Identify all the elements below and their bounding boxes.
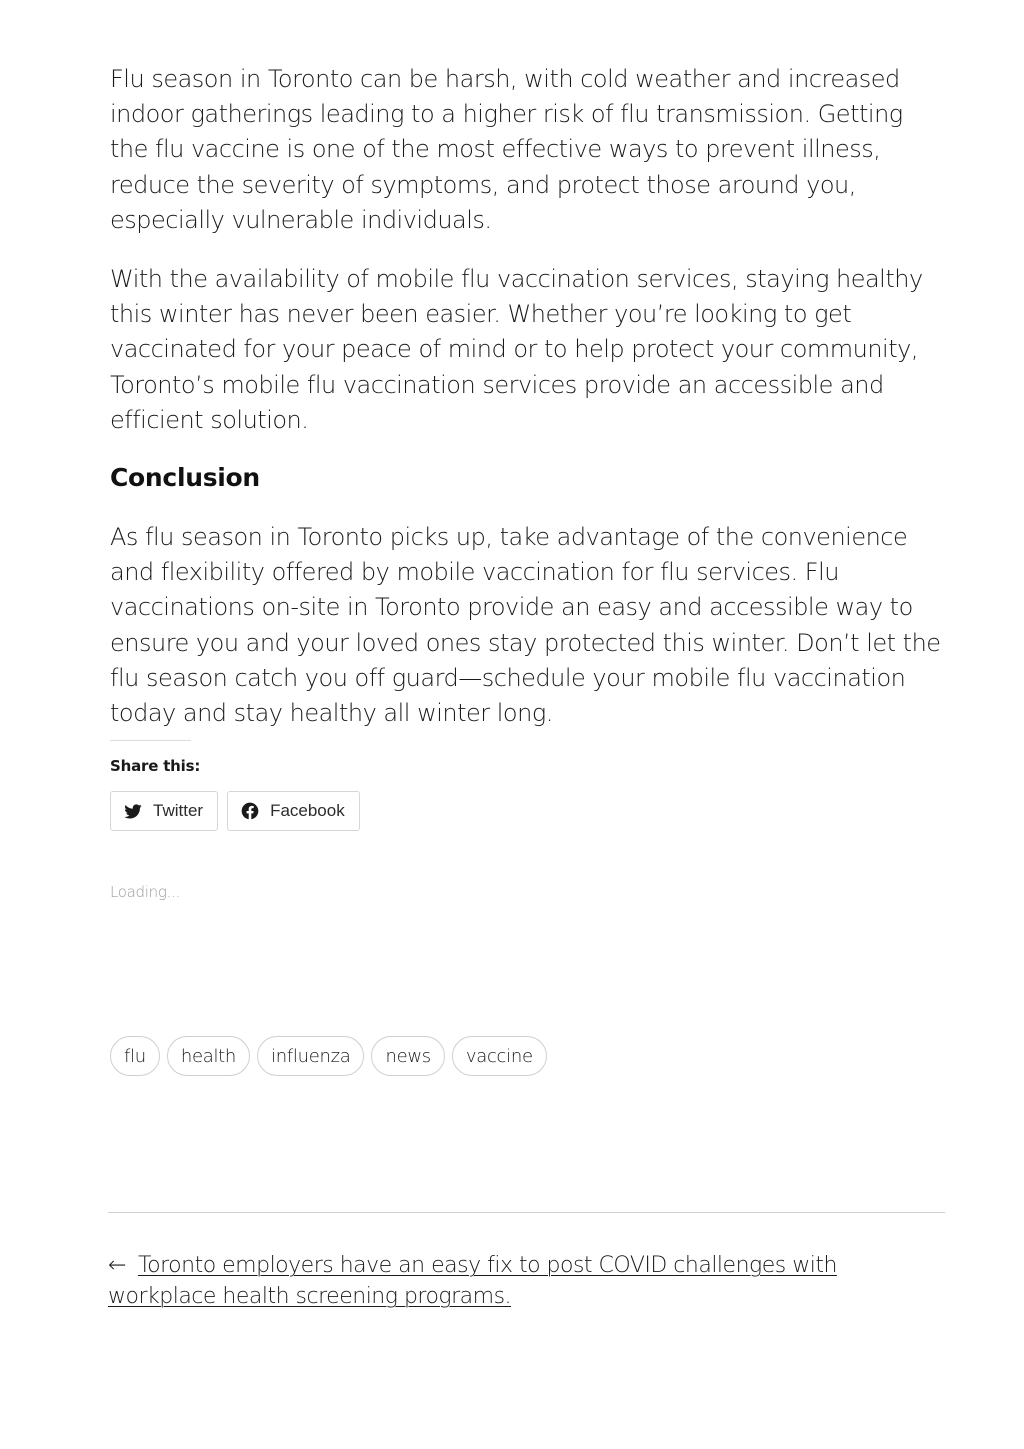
share-twitter-label: Twitter — [153, 801, 204, 820]
previous-post-link[interactable]: Toronto employers have an easy fix to post COVID challenges with workplace health screening programs. — [108, 1253, 837, 1309]
share-facebook-label: Facebook — [270, 801, 345, 820]
article-content — [110, 62, 946, 755]
arrow-left-icon: ← — [108, 1253, 126, 1278]
twitter-icon — [123, 801, 143, 821]
likes-loading-text: Loading... — [110, 883, 180, 901]
article-paragraph: With the availability of mobile flu vaccination services, staying healthy this winter has never been easier. Whether you’re looking to get vaccinated for your peace of mind or to help protect your community, Toronto’s mobile flu vaccination services provide an accessible and efficient solution. — [110, 265, 923, 434]
conclusion-heading: Conclusion — [110, 463, 260, 493]
share-facebook-button[interactable] — [227, 791, 360, 831]
share-twitter-button[interactable] — [110, 791, 218, 831]
post-navigation — [108, 1250, 908, 1312]
post-navigation-divider — [108, 1212, 945, 1213]
conclusion-paragraph: As flu season in Toronto picks up, take advantage of the convenience and flexibility offered by mobile vaccination for flu services. Flu vaccinations on-site in Toronto provide an easy and accessible way to ensure you and your loved ones stay protected this winter. Don’t let the flu season catch you off guard—schedule your mobile flu vaccination today and stay healthy all winter long. — [110, 523, 941, 728]
facebook-icon — [240, 801, 260, 821]
tag-flu[interactable]: flu — [110, 1036, 160, 1076]
post-tags — [110, 1036, 547, 1076]
tag-influenza[interactable]: influenza — [257, 1036, 364, 1076]
share-buttons — [110, 791, 610, 831]
share-divider — [110, 740, 191, 741]
tag-news[interactable]: news — [371, 1036, 444, 1076]
article-paragraph: Flu season in Toronto can be harsh, with cold weather and increased indoor gatherings leading to a higher risk of flu transmission. Getting the flu vaccine is one of the most effective ways to prevent illness, reduce the severity of symptoms, and protect those around you, especially vulnerable individuals. — [110, 65, 903, 234]
tag-health[interactable]: health — [167, 1036, 250, 1076]
share-title: Share this: — [110, 757, 201, 775]
tag-vaccine[interactable]: vaccine — [452, 1036, 547, 1076]
share-section — [110, 740, 610, 831]
